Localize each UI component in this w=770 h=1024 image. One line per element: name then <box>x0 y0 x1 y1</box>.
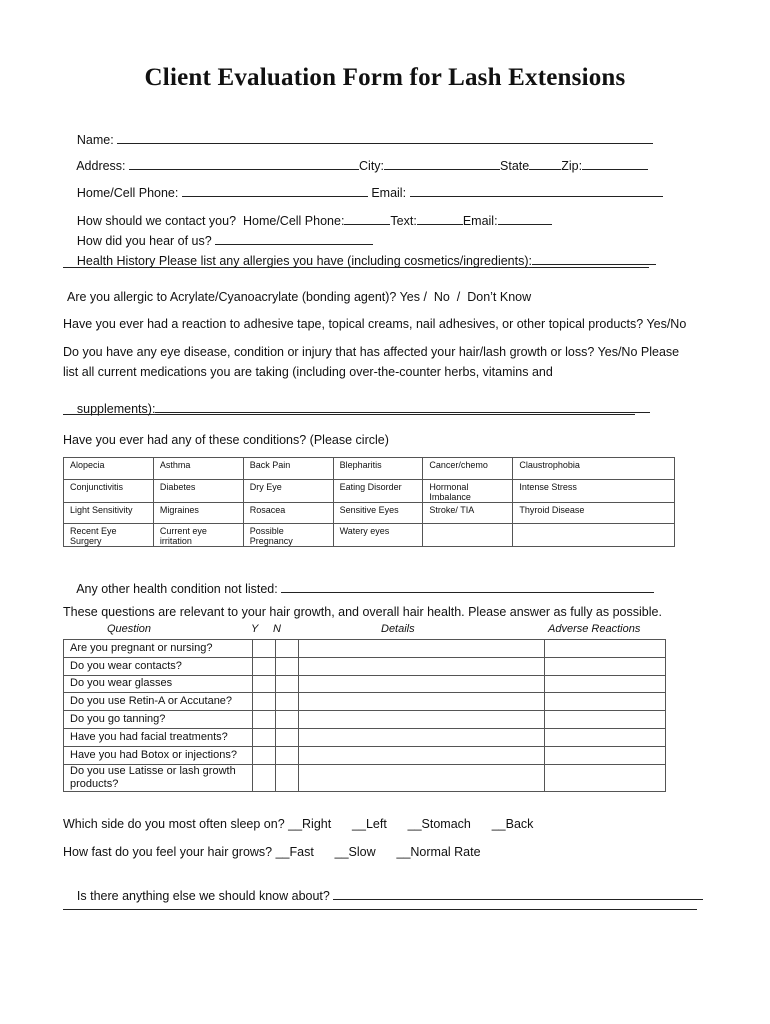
condition-cell[interactable]: Claustrophobia <box>513 458 675 480</box>
table-row <box>64 746 666 764</box>
phone-label: Home/Cell Phone: <box>76 186 179 200</box>
anything-else-row <box>63 871 703 920</box>
condition-cell[interactable]: Light Sensitivity <box>64 502 154 524</box>
yes-cell[interactable] <box>252 728 275 746</box>
city-label: City: <box>359 159 385 173</box>
details-cell[interactable] <box>298 675 545 693</box>
hair-health-intro: These questions are relevant to your hair growth, and overall hair health. Please answer as fully as possible. <box>63 605 662 619</box>
other-condition-label: Any other health condition not listed: <box>76 582 278 596</box>
eye-disease-question-line2: list all current medications you are taking (including over-the-counter herbs, vitamins and <box>63 365 553 379</box>
contact-email-label: Email: <box>462 214 498 228</box>
question-cell: Do you wear contacts? <box>64 657 253 675</box>
conditions-row <box>64 458 675 480</box>
header-question: Question <box>107 623 152 635</box>
header-yes: Y <box>251 623 259 635</box>
adverse-reactions-cell[interactable] <box>545 640 666 658</box>
yes-cell[interactable] <box>252 675 275 693</box>
form-title: Client Evaluation Form for Lash Extensions <box>144 64 626 91</box>
adverse-reactions-cell[interactable] <box>545 764 666 791</box>
contact-text-label: Text: <box>390 214 417 228</box>
no-cell[interactable] <box>275 693 298 711</box>
adverse-reactions-cell[interactable] <box>545 693 666 711</box>
sleep-question: Which side do you most often sleep on? __Right __Left __Stomach __Back <box>63 817 534 831</box>
adverse-reactions-cell[interactable] <box>545 746 666 764</box>
header-details: Details <box>381 623 415 635</box>
no-cell[interactable] <box>275 711 298 729</box>
condition-cell[interactable]: Intense Stress <box>513 479 675 502</box>
medications-continuation-line[interactable] <box>63 414 635 415</box>
condition-cell[interactable]: Migraines <box>153 502 243 524</box>
condition-cell[interactable]: Diabetes <box>153 479 243 502</box>
anything-else-field[interactable] <box>333 887 703 900</box>
details-cell[interactable] <box>298 693 545 711</box>
email-label: Email: <box>371 186 407 200</box>
state-label: State <box>500 159 530 173</box>
condition-cell[interactable]: Conjunctivitis <box>64 479 154 502</box>
no-cell[interactable] <box>275 657 298 675</box>
table-row <box>64 675 666 693</box>
condition-cell[interactable]: Asthma <box>153 458 243 480</box>
reaction-question: Have you ever had a reaction to adhesive tape, topical creams, nail adhesives, or other topical products? Yes/No <box>63 317 687 331</box>
condition-cell[interactable]: Rosacea <box>243 502 333 524</box>
details-cell[interactable] <box>298 657 545 675</box>
header-adverse-reactions: Adverse Reactions <box>548 623 641 635</box>
medications-row <box>63 384 650 433</box>
adverse-reactions-cell[interactable] <box>545 711 666 729</box>
anything-else-continuation-line[interactable] <box>63 909 697 910</box>
question-cell: Are you pregnant or nursing? <box>64 640 253 658</box>
table-row <box>64 711 666 729</box>
conditions-row <box>64 524 675 547</box>
conditions-row <box>64 479 675 502</box>
no-cell[interactable] <box>275 640 298 658</box>
contact-text-field[interactable] <box>417 212 463 225</box>
question-cell: Do you use Retin-A or Accutane? <box>64 693 253 711</box>
table-row <box>64 764 666 791</box>
other-condition-field[interactable] <box>281 580 654 593</box>
medications-field[interactable] <box>155 400 650 413</box>
conditions-table <box>63 457 675 547</box>
question-cell: Have you had facial treatments? <box>64 728 253 746</box>
condition-cell[interactable]: Thyroid Disease <box>513 502 675 524</box>
table-row <box>64 640 666 658</box>
no-cell[interactable] <box>275 764 298 791</box>
contact-label: How should we contact you? Home/Cell Phone: <box>76 214 345 228</box>
allergies-continuation-line[interactable] <box>63 267 649 268</box>
contact-email-field[interactable] <box>498 212 552 225</box>
condition-cell[interactable]: Stroke/ TIA <box>423 502 513 524</box>
yes-cell[interactable] <box>252 657 275 675</box>
question-cell: Have you had Botox or injections? <box>64 746 253 764</box>
hair-health-table <box>63 639 666 792</box>
yes-cell[interactable] <box>252 640 275 658</box>
no-cell[interactable] <box>275 746 298 764</box>
yes-cell[interactable] <box>252 711 275 729</box>
condition-cell[interactable]: Blepharitis <box>333 458 423 480</box>
name-label: Name: <box>76 133 114 147</box>
yes-cell[interactable] <box>252 764 275 791</box>
table-row <box>64 728 666 746</box>
details-cell[interactable] <box>298 640 545 658</box>
supplements-label: supplements): <box>76 402 156 416</box>
condition-cell[interactable]: Alopecia <box>64 458 154 480</box>
condition-cell[interactable]: Back Pain <box>243 458 333 480</box>
details-cell[interactable] <box>298 711 545 729</box>
no-cell[interactable] <box>275 675 298 693</box>
allergies-field[interactable] <box>532 252 656 265</box>
conditions-intro: Have you ever had any of these conditions? (Please circle) <box>63 433 389 447</box>
condition-cell[interactable]: Hormonal Imbalance <box>423 479 513 502</box>
yes-cell[interactable] <box>252 693 275 711</box>
question-cell: Do you go tanning? <box>64 711 253 729</box>
no-cell[interactable] <box>275 728 298 746</box>
condition-cell <box>423 524 513 547</box>
details-cell[interactable] <box>298 764 545 791</box>
details-cell[interactable] <box>298 728 545 746</box>
hear-label: How did you hear of us? <box>76 234 212 248</box>
zip-label: Zip: <box>561 159 583 173</box>
condition-cell[interactable]: Recent Eye Surgery <box>64 524 154 547</box>
question-cell: Do you wear glasses <box>64 675 253 693</box>
header-no: N <box>273 623 281 635</box>
hair-growth-question: How fast do you feel your hair grows? __Fast __Slow __Normal Rate <box>63 845 481 859</box>
table-row <box>64 657 666 675</box>
health-history-row <box>63 236 656 285</box>
condition-cell[interactable]: Dry Eye <box>243 479 333 502</box>
condition-cell[interactable]: Possible Pregnancy <box>243 524 333 547</box>
acrylate-question: Are you allergic to Acrylate/Cyanoacrylate (bonding agent)? Yes / No / Don’t Know <box>67 290 532 304</box>
condition-cell[interactable]: Sensitive Eyes <box>333 502 423 524</box>
adverse-reactions-cell[interactable] <box>545 728 666 746</box>
condition-cell[interactable]: Cancer/chemo <box>423 458 513 480</box>
condition-cell[interactable]: Current eye irritation <box>153 524 243 547</box>
details-cell[interactable] <box>298 746 545 764</box>
address-label: Address: <box>76 159 126 173</box>
yes-cell[interactable] <box>252 746 275 764</box>
question-cell: Do you use Latisse or lash growth products? <box>64 764 253 791</box>
condition-cell[interactable]: Eating Disorder <box>333 479 423 502</box>
condition-cell[interactable]: Watery eyes <box>333 524 423 547</box>
conditions-row <box>64 502 675 524</box>
adverse-reactions-cell[interactable] <box>545 675 666 693</box>
health-history-label: Health History Please list any allergies you have (including cosmetics/ingredients): <box>76 254 532 268</box>
table-row <box>64 693 666 711</box>
adverse-reactions-cell[interactable] <box>545 657 666 675</box>
eye-disease-question-line1: Do you have any eye disease, condition or injury that has affected your hair/lash growth or loss? Yes/No Please <box>63 345 680 359</box>
condition-cell <box>513 524 675 547</box>
anything-else-label: Is there anything else we should know about? <box>76 889 330 903</box>
